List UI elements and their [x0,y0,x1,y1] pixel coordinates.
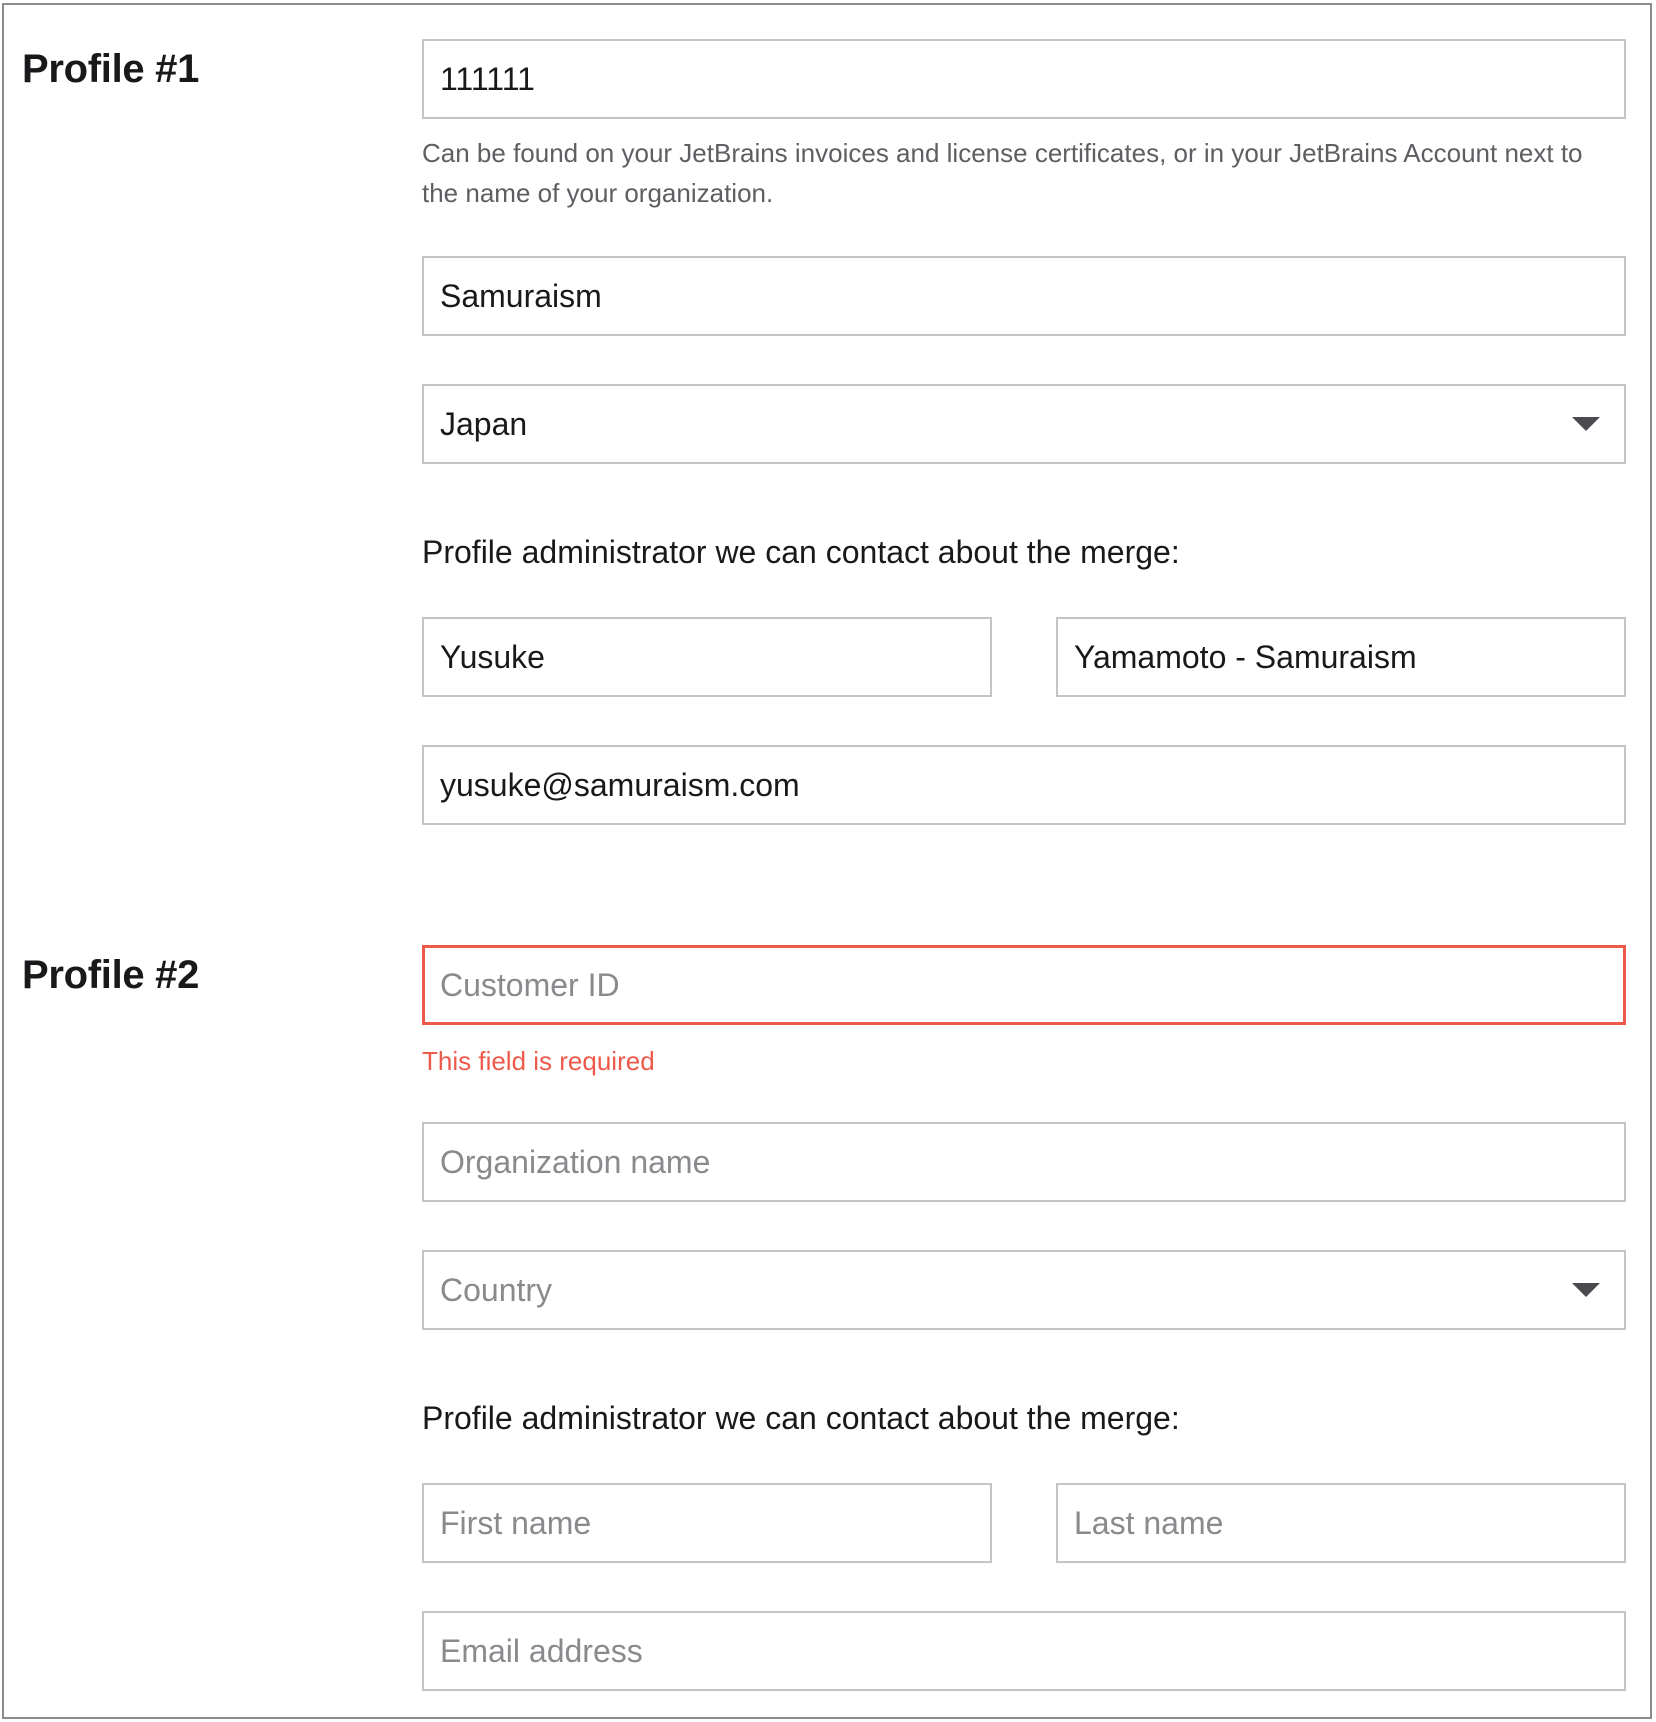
profile-2-heading: Profile #2 [22,953,200,997]
chevron-down-icon [1572,417,1600,431]
profile-2-admin-label: Profile administrator we can contact about the merge: [422,1400,1180,1436]
profile-1-email-input[interactable] [424,747,1624,823]
profile-2-customer-id-error: This field is required [422,1046,655,1076]
profile-2-email-input[interactable] [424,1613,1624,1689]
profile-2-country-select[interactable] [422,1250,1626,1330]
profile-1-customer-id-field [422,39,1626,119]
profile-2-customer-id-input[interactable] [425,948,1623,1022]
profile-1-customer-id-input[interactable] [424,41,1624,117]
profile-1-organization-name-field [422,256,1626,336]
profile-2-email-field [422,1611,1626,1691]
profile-1-heading: Profile #1 [22,47,200,91]
profile-1-country-value: Japan [440,406,528,442]
profile-1-customer-id-hint: Can be found on your JetBrains invoices and license certificates, or in your JetBrains Account next to the name of your organization. [422,138,1583,208]
profile-1-organization-name-input[interactable] [424,258,1624,334]
profile-1-last-name-field [1056,617,1626,697]
profile-1-admin-label: Profile administrator we can contact about the merge: [422,534,1180,570]
profile-2-customer-id-field [422,945,1626,1025]
profile-2-last-name-field [1056,1483,1626,1563]
profile-1-first-name-input[interactable] [424,619,990,695]
profile-2-organization-name-input[interactable] [424,1124,1624,1200]
profile-2-first-name-input[interactable] [424,1485,990,1561]
merge-profiles-form [2,3,1652,1719]
chevron-down-icon [1572,1283,1600,1297]
profile-1-email-field [422,745,1626,825]
profile-1-country-select[interactable] [422,384,1626,464]
profile-1-last-name-input[interactable] [1058,619,1624,695]
profile-1-first-name-field [422,617,992,697]
profile-2-organization-name-field [422,1122,1626,1202]
profile-2-first-name-field [422,1483,992,1563]
profile-2-country-placeholder: Country [440,1272,553,1308]
profile-2-last-name-input[interactable] [1058,1485,1624,1561]
